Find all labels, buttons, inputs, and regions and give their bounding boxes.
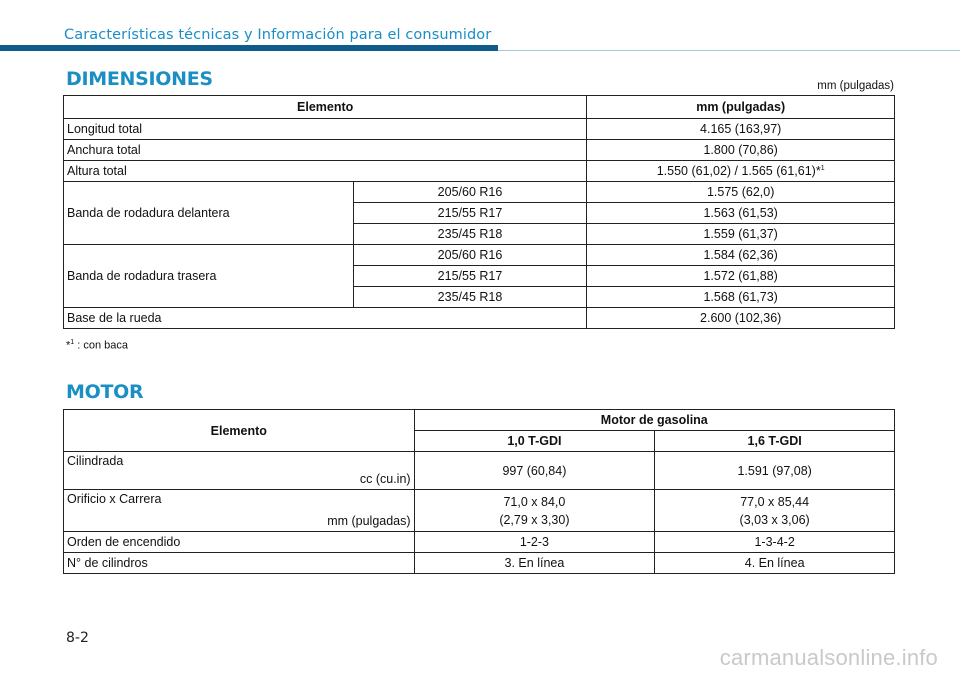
dimensions-table bbox=[63, 95, 895, 329]
row-value bbox=[414, 490, 655, 532]
row-value: 2.600 (102,36) bbox=[587, 308, 895, 329]
table-header-row bbox=[64, 410, 895, 431]
watermark: carmanualsonline.info bbox=[719, 645, 938, 670]
track-value: 1.568 (61,73) bbox=[587, 287, 895, 308]
value-line: 77,0 x 85,44 bbox=[740, 494, 810, 509]
dimensions-unit-note: mm (pulgadas) bbox=[817, 80, 894, 92]
chapter-header: Características técnicas y Información para el consumidor bbox=[64, 27, 492, 43]
footnote bbox=[66, 339, 128, 352]
value-line: 71,0 x 84,0 bbox=[503, 494, 566, 509]
row-value bbox=[587, 161, 895, 182]
row-label: Longitud total bbox=[64, 119, 587, 140]
col-header-engine-2: 1,6 T-GDI bbox=[655, 431, 895, 452]
row-label: Base de la rueda bbox=[64, 308, 587, 329]
rear-track-label: Banda de rodadura trasera bbox=[64, 245, 354, 308]
footnote-sup: 1 bbox=[70, 339, 75, 346]
tire-size: 205/60 R16 bbox=[353, 245, 587, 266]
col-header-engine-1: 1,0 T-GDI bbox=[414, 431, 655, 452]
tire-size: 215/55 R17 bbox=[353, 266, 587, 287]
col-header-gasoline: Motor de gasolina bbox=[414, 410, 894, 431]
track-value: 1.559 (61,37) bbox=[587, 224, 895, 245]
value-line: (3,03 x 3,06) bbox=[739, 512, 810, 527]
footnote-ref: 1 bbox=[820, 164, 825, 172]
table-header-row bbox=[64, 96, 895, 119]
tire-size: 235/45 R18 bbox=[353, 287, 587, 308]
table-row bbox=[64, 308, 895, 329]
front-track-label: Banda de rodadura delantera bbox=[64, 182, 354, 245]
footnote-text: : con baca bbox=[74, 339, 129, 352]
row-label-cell bbox=[64, 490, 415, 532]
table-row bbox=[64, 182, 895, 203]
header-rule bbox=[498, 50, 960, 51]
row-value: 1.591 (97,08) bbox=[655, 452, 895, 490]
table-row bbox=[64, 490, 895, 532]
row-label: Cilindrada bbox=[67, 454, 124, 468]
row-value bbox=[655, 490, 895, 532]
row-value: 3. En línea bbox=[414, 553, 655, 574]
tire-size: 235/45 R18 bbox=[353, 224, 587, 245]
row-label-cell bbox=[64, 452, 415, 490]
row-unit: cc (cu.in) bbox=[359, 472, 411, 486]
row-value: 1-2-3 bbox=[414, 532, 655, 553]
header-bar bbox=[0, 45, 498, 51]
row-value: 1-3-4-2 bbox=[655, 532, 895, 553]
dimensions-title: DIMENSIONES bbox=[66, 68, 213, 90]
page-number: 8-2 bbox=[66, 630, 89, 646]
footnote-mark: * bbox=[66, 339, 71, 352]
value-line: (2,79 x 3,30) bbox=[499, 512, 570, 527]
row-value: 997 (60,84) bbox=[414, 452, 655, 490]
tire-size: 215/55 R17 bbox=[353, 203, 587, 224]
table-row bbox=[64, 532, 895, 553]
table-row bbox=[64, 245, 895, 266]
track-value: 1.563 (61,53) bbox=[587, 203, 895, 224]
row-label: N° de cilindros bbox=[64, 553, 415, 574]
row-label: Orificio x Carrera bbox=[67, 492, 162, 506]
motor-table bbox=[63, 409, 895, 574]
track-value: 1.572 (61,88) bbox=[587, 266, 895, 287]
row-label: Altura total bbox=[64, 161, 587, 182]
track-value: 1.575 (62,0) bbox=[587, 182, 895, 203]
col-header-value: mm (pulgadas) bbox=[587, 96, 895, 119]
row-label: Anchura total bbox=[64, 140, 587, 161]
table-row bbox=[64, 140, 895, 161]
row-value: 4. En línea bbox=[655, 553, 895, 574]
col-header-element: Elemento bbox=[64, 96, 587, 119]
row-label: Orden de encendido bbox=[64, 532, 415, 553]
row-value-text: 1.550 (61,02) / 1.565 (61,61)* bbox=[656, 164, 821, 178]
track-value: 1.584 (62,36) bbox=[587, 245, 895, 266]
table-row bbox=[64, 452, 895, 490]
table-row bbox=[64, 161, 895, 182]
motor-title: MOTOR bbox=[66, 381, 144, 403]
col-header-element: Elemento bbox=[64, 410, 415, 452]
table-row bbox=[64, 553, 895, 574]
table-row bbox=[64, 119, 895, 140]
row-value: 1.800 (70,86) bbox=[587, 140, 895, 161]
row-unit: mm (pulgadas) bbox=[327, 514, 411, 528]
row-value: 4.165 (163,97) bbox=[587, 119, 895, 140]
tire-size: 205/60 R16 bbox=[353, 182, 587, 203]
